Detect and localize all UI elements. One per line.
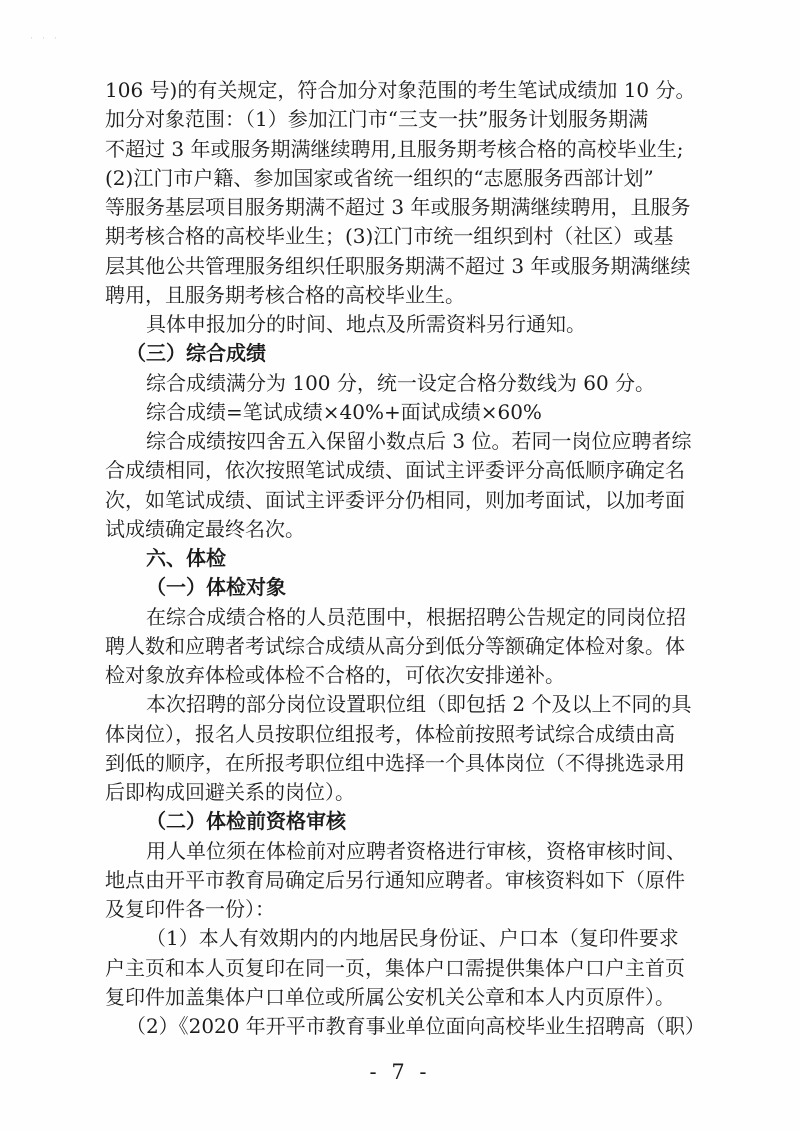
text-line: 不超过 3 年或服务期满继续聘用,且服务期考核合格的高校毕业生;: [105, 137, 684, 161]
section-heading: （一）体检对象: [146, 575, 286, 599]
text-line: （1）本人有效期内的内地居民身份证、户口本（复印件要求: [146, 926, 679, 950]
formula-line: 综合成绩=笔试成绩×40%+面试成绩×60%: [146, 400, 542, 424]
text-line: 次，如笔试成绩、面试主评委评分仍相同，则加考面试，以加考面: [105, 488, 685, 512]
scan-artifact: ⋅ ⋅ ⋅: [30, 34, 60, 44]
text-line: 期考核合格的高校毕业生；(3)江门市统一组织到村（社区）或基: [105, 224, 674, 248]
text-line: 在综合成绩合格的人员范围中，根据招聘公告规定的同岗位招: [146, 605, 686, 629]
text-line: 106 号)的有关规定，符合加分对象范围的考生笔试成绩加 10 分。: [105, 78, 696, 102]
chapter-heading: 六、体检: [146, 546, 226, 570]
text-line: 合成绩相同，依次按照笔试成绩、面试主评委评分高低顺序确定名: [105, 458, 685, 482]
text-line: 层其他公共管理服务组织任职服务期满不超过 3 年或服务期满继续: [105, 254, 691, 278]
text-line: 用人单位须在体检前对应聘者资格进行审核，资格审核时间、: [146, 839, 686, 863]
text-line: 户主页和本人页复印在同一页，集体户口需提供集体户口户主首页: [105, 956, 685, 980]
text-line: 综合成绩按四舍五入保留小数点后 3 位。若同一岗位应聘者综: [146, 429, 692, 453]
text-line: 聘用，且服务期考核合格的高校毕业生。: [105, 283, 465, 307]
text-line: 综合成绩满分为 100 分，统一设定合格分数线为 60 分。: [146, 371, 656, 395]
text-line: 后即构成回避关系的岗位）。: [105, 780, 355, 804]
text-line: 聘人数和应聘者考试综合成绩从高分到低分等额确定体检对象。体: [105, 634, 685, 658]
text-line: 试成绩确定最终名次。: [105, 517, 305, 541]
page-number: - 7 -: [369, 1060, 431, 1084]
text-line: 到低的顺序，在所报考职位组中选择一个具体岗位（不得挑选录用: [105, 751, 685, 775]
section-heading: （三）综合成绩: [126, 341, 266, 365]
text-line: (2)江门市户籍、参加国家或省统一组织的“志愿服务西部计划”: [105, 166, 654, 190]
text-line: 地点由开平市教育局确定后另行通知应聘者。审核资料如下（原件: [105, 868, 685, 892]
text-line: 复印件加盖集体户口单位或所属公安机关公章和本人内页原件）。: [105, 985, 675, 1009]
text-line: 检对象放弃体检或体检不合格的，可依次安排递补。: [105, 663, 565, 687]
text-line: 体岗位），报名人员按职位组报考，体检前按照考试综合成绩由高: [105, 722, 675, 746]
text-line: 及复印件各一份）：: [105, 897, 275, 921]
text-line: 具体申报加分的时间、地点及所需资料另行通知。: [146, 312, 586, 336]
text-line: 加分对象范围：（1）参加江门市“三支一扶”服务计划服务期满: [105, 107, 649, 131]
section-heading: （二）体检前资格审核: [146, 809, 346, 833]
text-line: 等服务基层项目服务期满不超过 3 年或服务期满继续聘用，且服务: [105, 195, 691, 219]
text-line: 本次招聘的部分岗位设置职位组（即包括 2 个及以上不同的具: [146, 692, 692, 716]
text-line: （2）《2020 年开平市教育事业单位面向高校毕业生招聘高（职）: [126, 1014, 705, 1038]
